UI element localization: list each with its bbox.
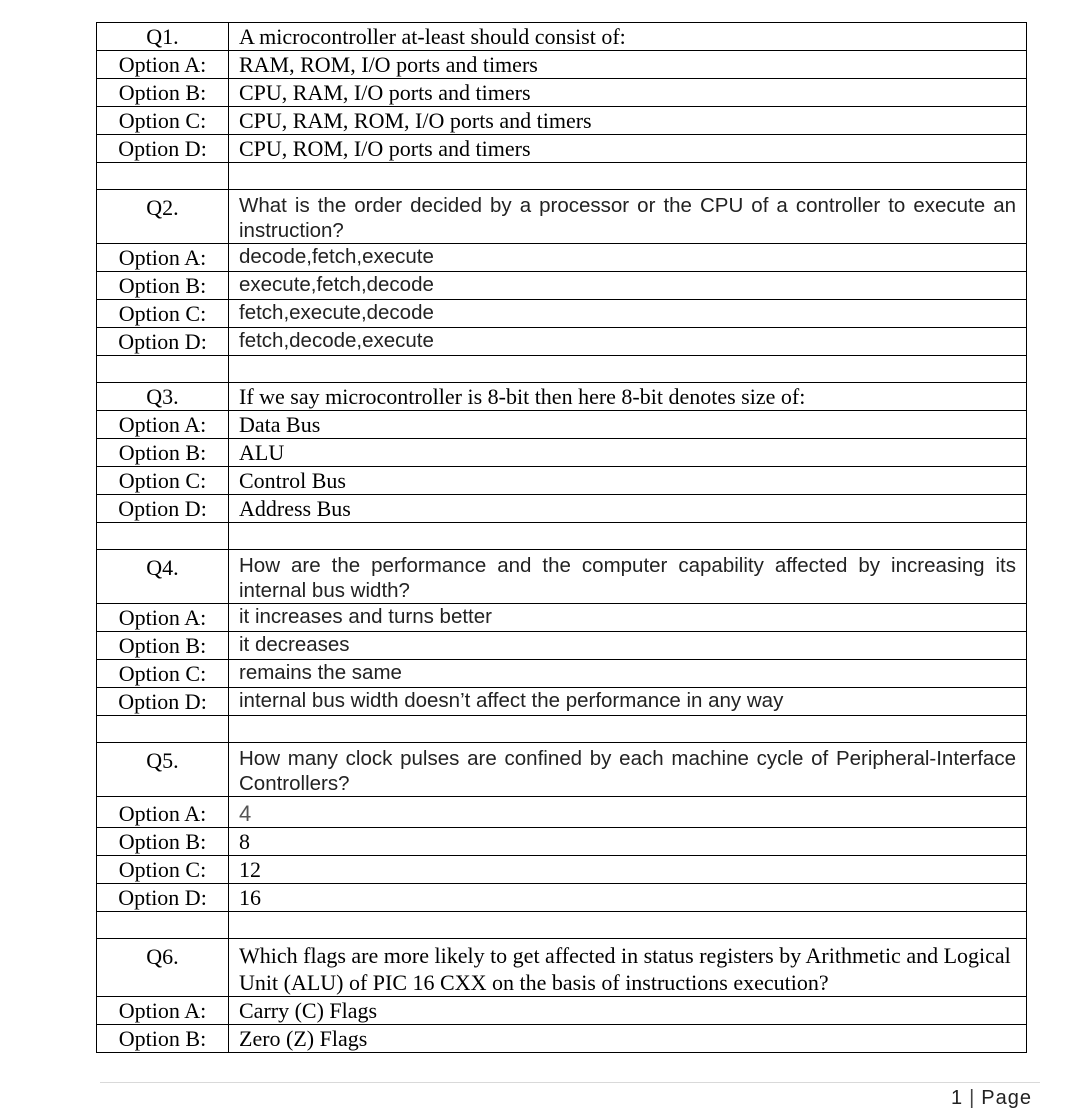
option-text: fetch,decode,execute bbox=[229, 328, 1027, 356]
option-row bbox=[97, 688, 1027, 716]
question-row bbox=[97, 743, 1027, 797]
option-text: Carry (C) Flags bbox=[229, 997, 1027, 1025]
option-row bbox=[97, 328, 1027, 356]
option-label: Option C: bbox=[97, 660, 229, 688]
option-row bbox=[97, 828, 1027, 856]
option-text: it increases and turns better bbox=[229, 604, 1027, 632]
question-label: Q6. bbox=[97, 939, 229, 997]
question-table bbox=[96, 22, 1027, 1053]
spacer-cell bbox=[229, 163, 1027, 190]
question-text: If we say microcontroller is 8-bit then here 8-bit denotes size of: bbox=[229, 383, 1027, 411]
spacer-row bbox=[97, 356, 1027, 383]
option-label: Option A: bbox=[97, 797, 229, 828]
option-label: Option B: bbox=[97, 79, 229, 107]
option-label: Option A: bbox=[97, 997, 229, 1025]
option-row bbox=[97, 244, 1027, 272]
option-label: Option D: bbox=[97, 688, 229, 716]
option-row bbox=[97, 797, 1027, 828]
option-label: Option A: bbox=[97, 244, 229, 272]
option-text: CPU, RAM, I/O ports and timers bbox=[229, 79, 1027, 107]
option-label: Option C: bbox=[97, 300, 229, 328]
option-row bbox=[97, 604, 1027, 632]
question-text: How many clock pulses are confined by each machine cycle of Peripheral-Interface Controllers? bbox=[229, 743, 1027, 797]
question-text: How are the performance and the computer capability affected by increasing its internal bus width? bbox=[229, 550, 1027, 604]
question-label: Q4. bbox=[97, 550, 229, 604]
spacer-row bbox=[97, 523, 1027, 550]
option-label: Option C: bbox=[97, 107, 229, 135]
option-text: 16 bbox=[229, 884, 1027, 912]
option-text: RAM, ROM, I/O ports and timers bbox=[229, 51, 1027, 79]
option-row bbox=[97, 51, 1027, 79]
option-row bbox=[97, 439, 1027, 467]
option-row bbox=[97, 467, 1027, 495]
footer-separator: | bbox=[969, 1087, 976, 1109]
question-table-body bbox=[97, 23, 1027, 1053]
option-label: Option A: bbox=[97, 51, 229, 79]
option-label: Option C: bbox=[97, 856, 229, 884]
option-text: CPU, RAM, ROM, I/O ports and timers bbox=[229, 107, 1027, 135]
option-row bbox=[97, 1025, 1027, 1053]
option-text: 4 bbox=[229, 797, 1027, 828]
option-text: CPU, ROM, I/O ports and timers bbox=[229, 135, 1027, 163]
option-row bbox=[97, 856, 1027, 884]
spacer-cell bbox=[97, 356, 229, 383]
option-row bbox=[97, 300, 1027, 328]
option-row bbox=[97, 135, 1027, 163]
question-row bbox=[97, 939, 1027, 997]
question-row bbox=[97, 383, 1027, 411]
question-text: Which flags are more likely to get affected in status registers by Arithmetic and Logical Unit (ALU) of PIC 16 CXX on the basis of instructions execution? bbox=[229, 939, 1027, 997]
option-text: Control Bus bbox=[229, 467, 1027, 495]
question-row bbox=[97, 550, 1027, 604]
spacer-cell bbox=[229, 912, 1027, 939]
spacer-cell bbox=[97, 523, 229, 550]
option-row bbox=[97, 495, 1027, 523]
option-text: Data Bus bbox=[229, 411, 1027, 439]
option-row bbox=[97, 107, 1027, 135]
option-label: Option D: bbox=[97, 884, 229, 912]
option-text: 8 bbox=[229, 828, 1027, 856]
page-word: Page bbox=[981, 1087, 1032, 1109]
option-label: Option A: bbox=[97, 411, 229, 439]
spacer-row bbox=[97, 716, 1027, 743]
spacer-cell bbox=[229, 356, 1027, 383]
question-row bbox=[97, 23, 1027, 51]
option-label: Option A: bbox=[97, 604, 229, 632]
spacer-cell bbox=[97, 163, 229, 190]
option-row bbox=[97, 411, 1027, 439]
option-text: internal bus width doesn’t affect the performance in any way bbox=[229, 688, 1027, 716]
footer-divider bbox=[100, 1082, 1040, 1083]
option-text: Address Bus bbox=[229, 495, 1027, 523]
question-text: What is the order decided by a processor or the CPU of a controller to execute an instruction? bbox=[229, 190, 1027, 244]
spacer-row bbox=[97, 163, 1027, 190]
page-footer bbox=[951, 1087, 1032, 1110]
page-number: 1 bbox=[950, 1087, 964, 1109]
option-label: Option D: bbox=[97, 135, 229, 163]
option-label: Option D: bbox=[97, 328, 229, 356]
option-label: Option B: bbox=[97, 439, 229, 467]
option-row bbox=[97, 884, 1027, 912]
question-label: Q3. bbox=[97, 383, 229, 411]
option-text: Zero (Z) Flags bbox=[229, 1025, 1027, 1053]
question-label: Q2. bbox=[97, 190, 229, 244]
option-label: Option B: bbox=[97, 828, 229, 856]
option-label: Option B: bbox=[97, 632, 229, 660]
option-text: decode,fetch,execute bbox=[229, 244, 1027, 272]
option-row bbox=[97, 997, 1027, 1025]
question-row bbox=[97, 190, 1027, 244]
option-label: Option B: bbox=[97, 272, 229, 300]
question-label: Q5. bbox=[97, 743, 229, 797]
spacer-cell bbox=[229, 716, 1027, 743]
option-text: it decreases bbox=[229, 632, 1027, 660]
question-label: Q1. bbox=[97, 23, 229, 51]
option-text: remains the same bbox=[229, 660, 1027, 688]
spacer-cell bbox=[229, 523, 1027, 550]
option-row bbox=[97, 79, 1027, 107]
option-row bbox=[97, 272, 1027, 300]
option-label: Option B: bbox=[97, 1025, 229, 1053]
spacer-cell bbox=[97, 716, 229, 743]
option-label: Option C: bbox=[97, 467, 229, 495]
option-row bbox=[97, 632, 1027, 660]
question-text: A microcontroller at-least should consist of: bbox=[229, 23, 1027, 51]
option-text: execute,fetch,decode bbox=[229, 272, 1027, 300]
spacer-row bbox=[97, 912, 1027, 939]
option-text: fetch,execute,decode bbox=[229, 300, 1027, 328]
spacer-cell bbox=[97, 912, 229, 939]
option-text: ALU bbox=[229, 439, 1027, 467]
option-label: Option D: bbox=[97, 495, 229, 523]
option-row bbox=[97, 660, 1027, 688]
option-text: 12 bbox=[229, 856, 1027, 884]
